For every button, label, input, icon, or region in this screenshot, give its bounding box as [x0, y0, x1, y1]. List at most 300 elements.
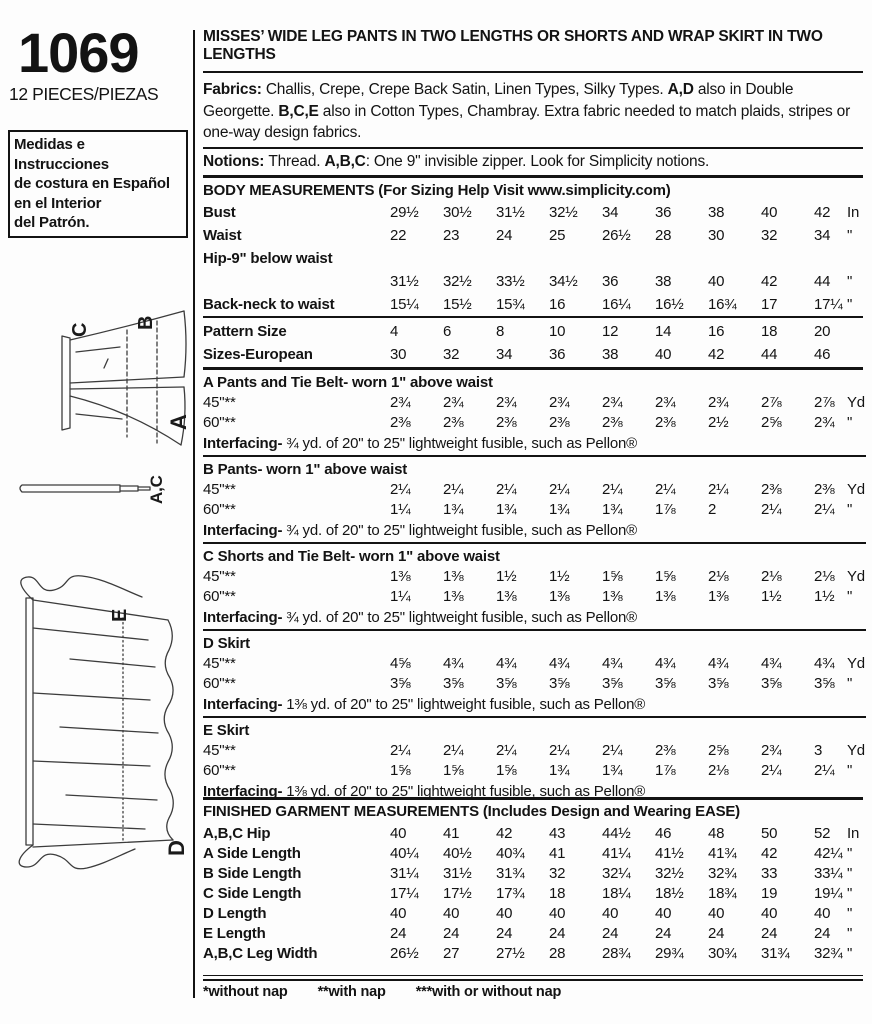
cell-value: 27½: [496, 945, 525, 962]
cell-value: 26½: [390, 945, 419, 962]
cell-value: 32: [443, 346, 460, 363]
table-row: [203, 924, 866, 944]
yardage-section-d: [203, 631, 866, 718]
cell-value: 42: [814, 204, 831, 221]
table-row: [203, 320, 866, 343]
cell-value: 31¼: [390, 865, 419, 882]
cell-value: 33¼: [814, 865, 843, 882]
unit-cell: ": [847, 296, 853, 313]
cell-value: 40: [549, 905, 566, 922]
unit-cell: ": [847, 885, 853, 902]
finished-measurements-title: FINISHED GARMENT MEASUREMENTS (Includes Design and Wearing EASE): [203, 803, 740, 820]
row-label: 60"**: [203, 414, 236, 431]
cell-value: 34: [814, 227, 831, 244]
cell-value: 32¾: [814, 945, 843, 962]
cell-value: 18: [549, 885, 566, 902]
cell-value: 1⅜: [602, 588, 623, 605]
cell-value: 2¼: [602, 742, 623, 759]
cell-value: 40: [761, 204, 778, 221]
cell-value: 3: [814, 742, 823, 759]
cell-value: 1¾: [549, 762, 570, 779]
cell-value: 30: [708, 227, 725, 244]
cell-value: 26½: [602, 227, 631, 244]
cell-value: 18¼: [602, 885, 631, 902]
bold-text: Notions:: [203, 153, 269, 170]
table-row: [203, 201, 866, 224]
cell-value: 40¼: [390, 845, 419, 862]
cell-value: 1⅜: [443, 588, 464, 605]
table-row: [203, 247, 866, 270]
interfacing-text: ¾ yd. of 20" to 25" lightweight fusible, such as Pellon®: [282, 609, 637, 626]
cell-value: 2¼: [761, 501, 782, 518]
cell-value: 40: [814, 905, 831, 922]
body-measurements-title: BODY MEASUREMENTS (For Sizing Help Visit www.simplicity.com): [203, 182, 671, 199]
section-heading: E Skirt: [203, 722, 250, 739]
pattern-size-section: [203, 320, 866, 366]
cell-value: 32¾: [708, 865, 737, 882]
cell-value: 1½: [814, 588, 835, 605]
cell-value: 30½: [443, 204, 472, 221]
table-row: [203, 393, 866, 413]
cell-value: 1⅞: [655, 501, 676, 518]
cell-value: 40: [708, 905, 725, 922]
table-row: [203, 343, 866, 366]
cell-value: 16½: [655, 296, 684, 313]
cell-value: 25: [549, 227, 566, 244]
cell-value: 24: [496, 925, 513, 942]
row-label: A Side Length: [203, 845, 301, 862]
row-label: Bust: [203, 204, 236, 221]
table-row: [203, 413, 866, 433]
cell-value: [708, 247, 761, 270]
cell-value: 15½: [443, 296, 472, 313]
cell-value: 8: [496, 323, 505, 340]
spanish-note-line: en el Interior: [14, 194, 102, 212]
cell-value: 16¼: [602, 296, 631, 313]
cell-value: 2¼: [443, 742, 464, 759]
fabrics-paragraph: [203, 79, 866, 144]
text: Thread.: [268, 153, 325, 170]
pants-view-c-label: C: [69, 322, 91, 337]
cell-value: 42: [761, 273, 778, 290]
row-label: 60"**: [203, 501, 236, 518]
cell-value: 1⅜: [496, 588, 517, 605]
cell-value: 2⅜: [655, 414, 676, 431]
interfacing-text: ¾ yd. of 20" to 25" lightweight fusible, such as Pellon®: [282, 522, 637, 539]
cell-value: 32: [761, 227, 778, 244]
cell-value: 20: [814, 323, 831, 340]
garment-line-drawings: [0, 295, 195, 895]
yardage-sections: [203, 370, 866, 803]
cell-value: 42: [761, 845, 778, 862]
interfacing-note: [203, 607, 866, 628]
cell-value: 1½: [496, 568, 517, 585]
interfacing-note: [203, 433, 866, 454]
cell-value: 42: [708, 346, 725, 363]
cell-value: 1½: [549, 568, 570, 585]
table-row: [203, 270, 866, 293]
cell-value: 1⅜: [443, 568, 464, 585]
cell-value: 2⅜: [814, 481, 835, 498]
table-row: [203, 587, 866, 607]
cell-value: 2⅛: [708, 568, 729, 585]
cell-value: 2¼: [761, 762, 782, 779]
row-label: 45"**: [203, 394, 236, 411]
cell-value: 16¾: [708, 296, 737, 313]
cell-value: 18: [761, 323, 778, 340]
cell-value: 44½: [602, 825, 631, 842]
cell-value: 24: [549, 925, 566, 942]
pieces-count-label: 12 PIECES/PIEZAS: [9, 84, 159, 104]
cell-value: 1¼: [390, 501, 411, 518]
unit-cell: ": [847, 762, 853, 779]
spanish-note-line: de costura en Español: [14, 175, 170, 192]
cell-value: 1¾: [602, 762, 623, 779]
cell-value: 2¼: [549, 481, 570, 498]
cell-value: 29½: [390, 204, 419, 221]
cell-value: 38: [708, 204, 725, 221]
cell-value: 40: [602, 905, 619, 922]
unit-cell: [847, 247, 868, 270]
cell-value: [814, 247, 847, 270]
cell-value: [549, 247, 602, 270]
interfacing-note: [203, 694, 866, 715]
cell-value: 40¾: [496, 845, 525, 862]
unit-cell: Yd: [847, 394, 865, 411]
cell-value: 3⅝: [708, 675, 729, 692]
cell-value: 40: [390, 905, 407, 922]
cell-value: 19¼: [814, 885, 843, 902]
notions-paragraph: [203, 151, 866, 173]
cell-value: 1⅝: [602, 568, 623, 585]
yardage-section-a: [203, 370, 866, 457]
cell-value: 17¾: [496, 885, 525, 902]
table-row: [203, 480, 866, 500]
cell-value: 1¾: [496, 501, 517, 518]
cell-value: 27: [443, 945, 460, 962]
interfacing-label: Interfacing-: [203, 435, 283, 452]
cell-value: 32: [549, 865, 566, 882]
cell-value: 2¾: [655, 394, 676, 411]
cell-value: [761, 247, 814, 270]
cell-value: 28: [549, 945, 566, 962]
cell-value: 4¾: [655, 655, 676, 672]
cell-value: 2⅜: [655, 742, 676, 759]
cell-value: 19: [761, 885, 778, 902]
cell-value: 4¾: [602, 655, 623, 672]
unit-cell: Yd: [847, 481, 865, 498]
cell-value: 32½: [655, 865, 684, 882]
cell-value: 2⅛: [708, 762, 729, 779]
unit-cell: ": [847, 414, 853, 431]
cell-value: 2⅜: [443, 414, 464, 431]
cell-value: 3⅝: [549, 675, 570, 692]
table-row: [203, 844, 866, 864]
body-measurements-section: [203, 180, 866, 316]
cell-value: 44: [814, 273, 831, 290]
cell-value: 1⅜: [655, 588, 676, 605]
footnote-with-or-without-nap: ***with or without nap: [415, 984, 562, 1000]
spanish-note-box: [8, 130, 188, 238]
cell-value: 28¾: [602, 945, 631, 962]
cell-value: 4¾: [708, 655, 729, 672]
interfacing-label: Interfacing-: [203, 522, 283, 539]
row-label: [203, 270, 390, 293]
row-label: C Side Length: [203, 885, 302, 902]
row-label: A,B,C Leg Width: [203, 945, 318, 962]
cell-value: 2¼: [655, 481, 676, 498]
cell-value: [443, 247, 496, 270]
table-row: [203, 944, 866, 964]
bold-text: A,B,C: [324, 153, 366, 170]
text: also in Double Georgette.: [203, 81, 794, 120]
cell-value: 17¼: [814, 296, 843, 313]
cell-value: 1¾: [549, 501, 570, 518]
cell-value: 2¾: [708, 394, 729, 411]
cell-value: 33½: [496, 273, 525, 290]
cell-value: 34: [496, 346, 513, 363]
row-label: A,B,C Hip: [203, 825, 271, 842]
cell-value: 44: [761, 346, 778, 363]
cell-value: 43: [549, 825, 566, 842]
double-rule: [203, 975, 863, 981]
cell-value: 3⅝: [443, 675, 464, 692]
interfacing-label: Interfacing-: [203, 783, 283, 800]
cell-value: 50: [761, 825, 778, 842]
cell-value: 40: [761, 905, 778, 922]
cell-value: 2⅞: [814, 394, 835, 411]
cell-value: 3⅝: [655, 675, 676, 692]
cell-value: 2⅜: [549, 414, 570, 431]
cell-value: 40: [655, 346, 672, 363]
cell-value: 40: [443, 905, 460, 922]
cell-value: 17¼: [390, 885, 419, 902]
section-heading: A Pants and Tie Belt- worn 1" above waist: [203, 374, 493, 391]
cell-value: 10: [549, 323, 566, 340]
cell-value: 2: [708, 501, 717, 518]
cell-value: 28: [655, 227, 672, 244]
row-label: 60"**: [203, 588, 236, 605]
cell-value: 1¾: [602, 501, 623, 518]
cell-value: 32¼: [602, 865, 631, 882]
bold-text: Fabrics:: [203, 81, 266, 98]
cell-value: 4¾: [496, 655, 517, 672]
cell-value: 17: [761, 296, 778, 313]
cell-value: 31½: [496, 204, 525, 221]
cell-value: 46: [655, 825, 672, 842]
cell-value: 24: [814, 925, 831, 942]
unit-cell: In: [847, 825, 860, 842]
row-label: E Length: [203, 925, 266, 942]
cell-value: 2½: [708, 414, 729, 431]
cell-value: 15¼: [390, 296, 419, 313]
cell-value: 32½: [549, 204, 578, 221]
yardage-section-b: [203, 457, 866, 544]
pattern-size-table: [203, 320, 866, 366]
skirt-drawing: [19, 576, 189, 869]
cell-value: [390, 247, 443, 270]
row-label: Waist: [203, 227, 242, 244]
unit-cell: ": [847, 925, 853, 942]
table-row: [203, 904, 866, 924]
table-row: [203, 293, 866, 316]
interfacing-label: Interfacing-: [203, 696, 283, 713]
cell-value: [602, 247, 655, 270]
section-heading: C Shorts and Tie Belt- worn 1" above waist: [203, 548, 500, 565]
pants-view-b-label: B: [135, 315, 157, 330]
cell-value: 2¾: [602, 394, 623, 411]
unit-cell: ": [847, 945, 853, 962]
table-row: [203, 824, 866, 844]
table-row: [203, 567, 866, 587]
cell-value: 2⅛: [761, 568, 782, 585]
cell-value: 16: [549, 296, 566, 313]
pattern-number: 1069: [18, 21, 139, 84]
yardage-section-e: [203, 718, 866, 803]
cell-value: 2¼: [814, 762, 835, 779]
row-label: Sizes-European: [203, 346, 313, 363]
cell-value: 41: [549, 845, 566, 862]
cell-value: 1⅝: [655, 568, 676, 585]
cell-value: 2¼: [390, 742, 411, 759]
horizontal-rule: [203, 71, 863, 73]
unit-cell: ": [847, 273, 853, 290]
cell-value: 48: [708, 825, 725, 842]
table-row: [203, 884, 866, 904]
horizontal-rule: [203, 147, 863, 149]
cell-value: 41: [443, 825, 460, 842]
footnote-without-nap: *without nap: [203, 984, 288, 1000]
cell-value: 1¾: [443, 501, 464, 518]
cell-value: 2¾: [814, 414, 835, 431]
bold-text: A,D: [667, 81, 694, 98]
cell-value: 14: [655, 323, 672, 340]
cell-value: 2¼: [496, 481, 517, 498]
unit-cell: Yd: [847, 742, 865, 759]
cell-value: 1½: [761, 588, 782, 605]
cell-value: 36: [655, 204, 672, 221]
cell-value: 30¾: [708, 945, 737, 962]
cell-value: 24: [443, 925, 460, 942]
cell-value: 2⅜: [602, 414, 623, 431]
cell-value: 36: [549, 346, 566, 363]
cell-value: 33: [761, 865, 778, 882]
cell-value: 2¾: [496, 394, 517, 411]
finished-measurements-section: [203, 800, 866, 964]
cell-value: 24: [602, 925, 619, 942]
interfacing-text: 1⅜ yd. of 20" to 25" lightweight fusible, such as Pellon®: [282, 696, 646, 713]
skirt-view-e-label: E: [109, 608, 131, 622]
unit-cell: ": [847, 865, 853, 882]
body-measurements-table: [203, 201, 866, 316]
cell-value: 2¼: [549, 742, 570, 759]
skirt-view-d-label: D: [164, 840, 189, 856]
row-label: 45"**: [203, 655, 236, 672]
row-label: D Length: [203, 905, 267, 922]
unit-cell: ": [847, 588, 853, 605]
cell-value: 30: [390, 346, 407, 363]
cell-value: 41¾: [708, 845, 737, 862]
cell-value: 2⅞: [761, 394, 782, 411]
cell-value: 46: [814, 346, 831, 363]
pants-drawing: [62, 311, 191, 445]
unit-cell: Yd: [847, 568, 865, 585]
bold-text: B,C,E: [278, 102, 319, 120]
cell-value: 24: [708, 925, 725, 942]
cell-value: 2⅝: [761, 414, 782, 431]
horizontal-rule-thick: [203, 175, 863, 178]
cell-value: 2⅜: [390, 414, 411, 431]
text: also in Cotton Types, Chambray. Extra fabric needed to match plaids, stripes or one-way design fabrics.: [203, 102, 851, 141]
row-label: Back-neck to waist: [203, 296, 335, 313]
spanish-note-line: Medidas e Instrucciones: [14, 136, 109, 173]
belt-drawing: [20, 475, 166, 504]
cell-value: 2¼: [708, 481, 729, 498]
cell-value: 24: [496, 227, 513, 244]
section-heading: D Skirt: [203, 635, 250, 652]
cell-value: 2¾: [443, 394, 464, 411]
table-row: [203, 674, 866, 694]
cell-value: 40: [496, 905, 513, 922]
cell-value: 1⅝: [390, 762, 411, 779]
row-label: 60"**: [203, 762, 236, 779]
footnotes: [203, 984, 591, 1000]
table-row: [203, 500, 866, 520]
cell-value: 3⅝: [496, 675, 517, 692]
unit-cell: ": [847, 905, 853, 922]
cell-value: 12: [602, 323, 619, 340]
cell-value: 1⅝: [496, 762, 517, 779]
cell-value: 31½: [443, 865, 472, 882]
cell-value: 38: [655, 273, 672, 290]
cell-value: 4¾: [443, 655, 464, 672]
row-label: 45"**: [203, 742, 236, 759]
cell-value: 52: [814, 825, 831, 842]
cell-value: [655, 247, 708, 270]
table-row: [203, 654, 866, 674]
unit-cell: ": [847, 501, 853, 518]
table-row: [203, 864, 866, 884]
cell-value: 41¼: [602, 845, 631, 862]
cell-value: 24: [390, 925, 407, 942]
cell-value: 4: [390, 323, 399, 340]
row-label: B Side Length: [203, 865, 302, 882]
cell-value: 2¼: [443, 481, 464, 498]
vertical-divider-rule: [193, 30, 195, 998]
cell-value: 29¾: [655, 945, 684, 962]
cell-value: 38: [602, 346, 619, 363]
cell-value: 1⅜: [708, 588, 729, 605]
cell-value: 2¼: [814, 501, 835, 518]
cell-value: 22: [390, 227, 407, 244]
cell-value: 24: [761, 925, 778, 942]
unit-cell: In: [847, 204, 860, 221]
text: Challis, Crepe, Crepe Back Satin, Linen Types, Silky Types.: [265, 81, 668, 98]
cell-value: 15¾: [496, 296, 525, 313]
cell-value: 2¼: [496, 742, 517, 759]
cell-value: 23: [443, 227, 460, 244]
cell-value: 3⅝: [390, 675, 411, 692]
cell-value: 4¾: [549, 655, 570, 672]
table-row: [203, 761, 866, 781]
cell-value: 2⅛: [814, 568, 835, 585]
cell-value: 2⅜: [761, 481, 782, 498]
finished-measurements-table: [203, 824, 866, 964]
cell-value: 32½: [443, 273, 472, 290]
cell-value: 4¾: [814, 655, 835, 672]
row-label: 60"**: [203, 675, 236, 692]
cell-value: 3⅝: [602, 675, 623, 692]
